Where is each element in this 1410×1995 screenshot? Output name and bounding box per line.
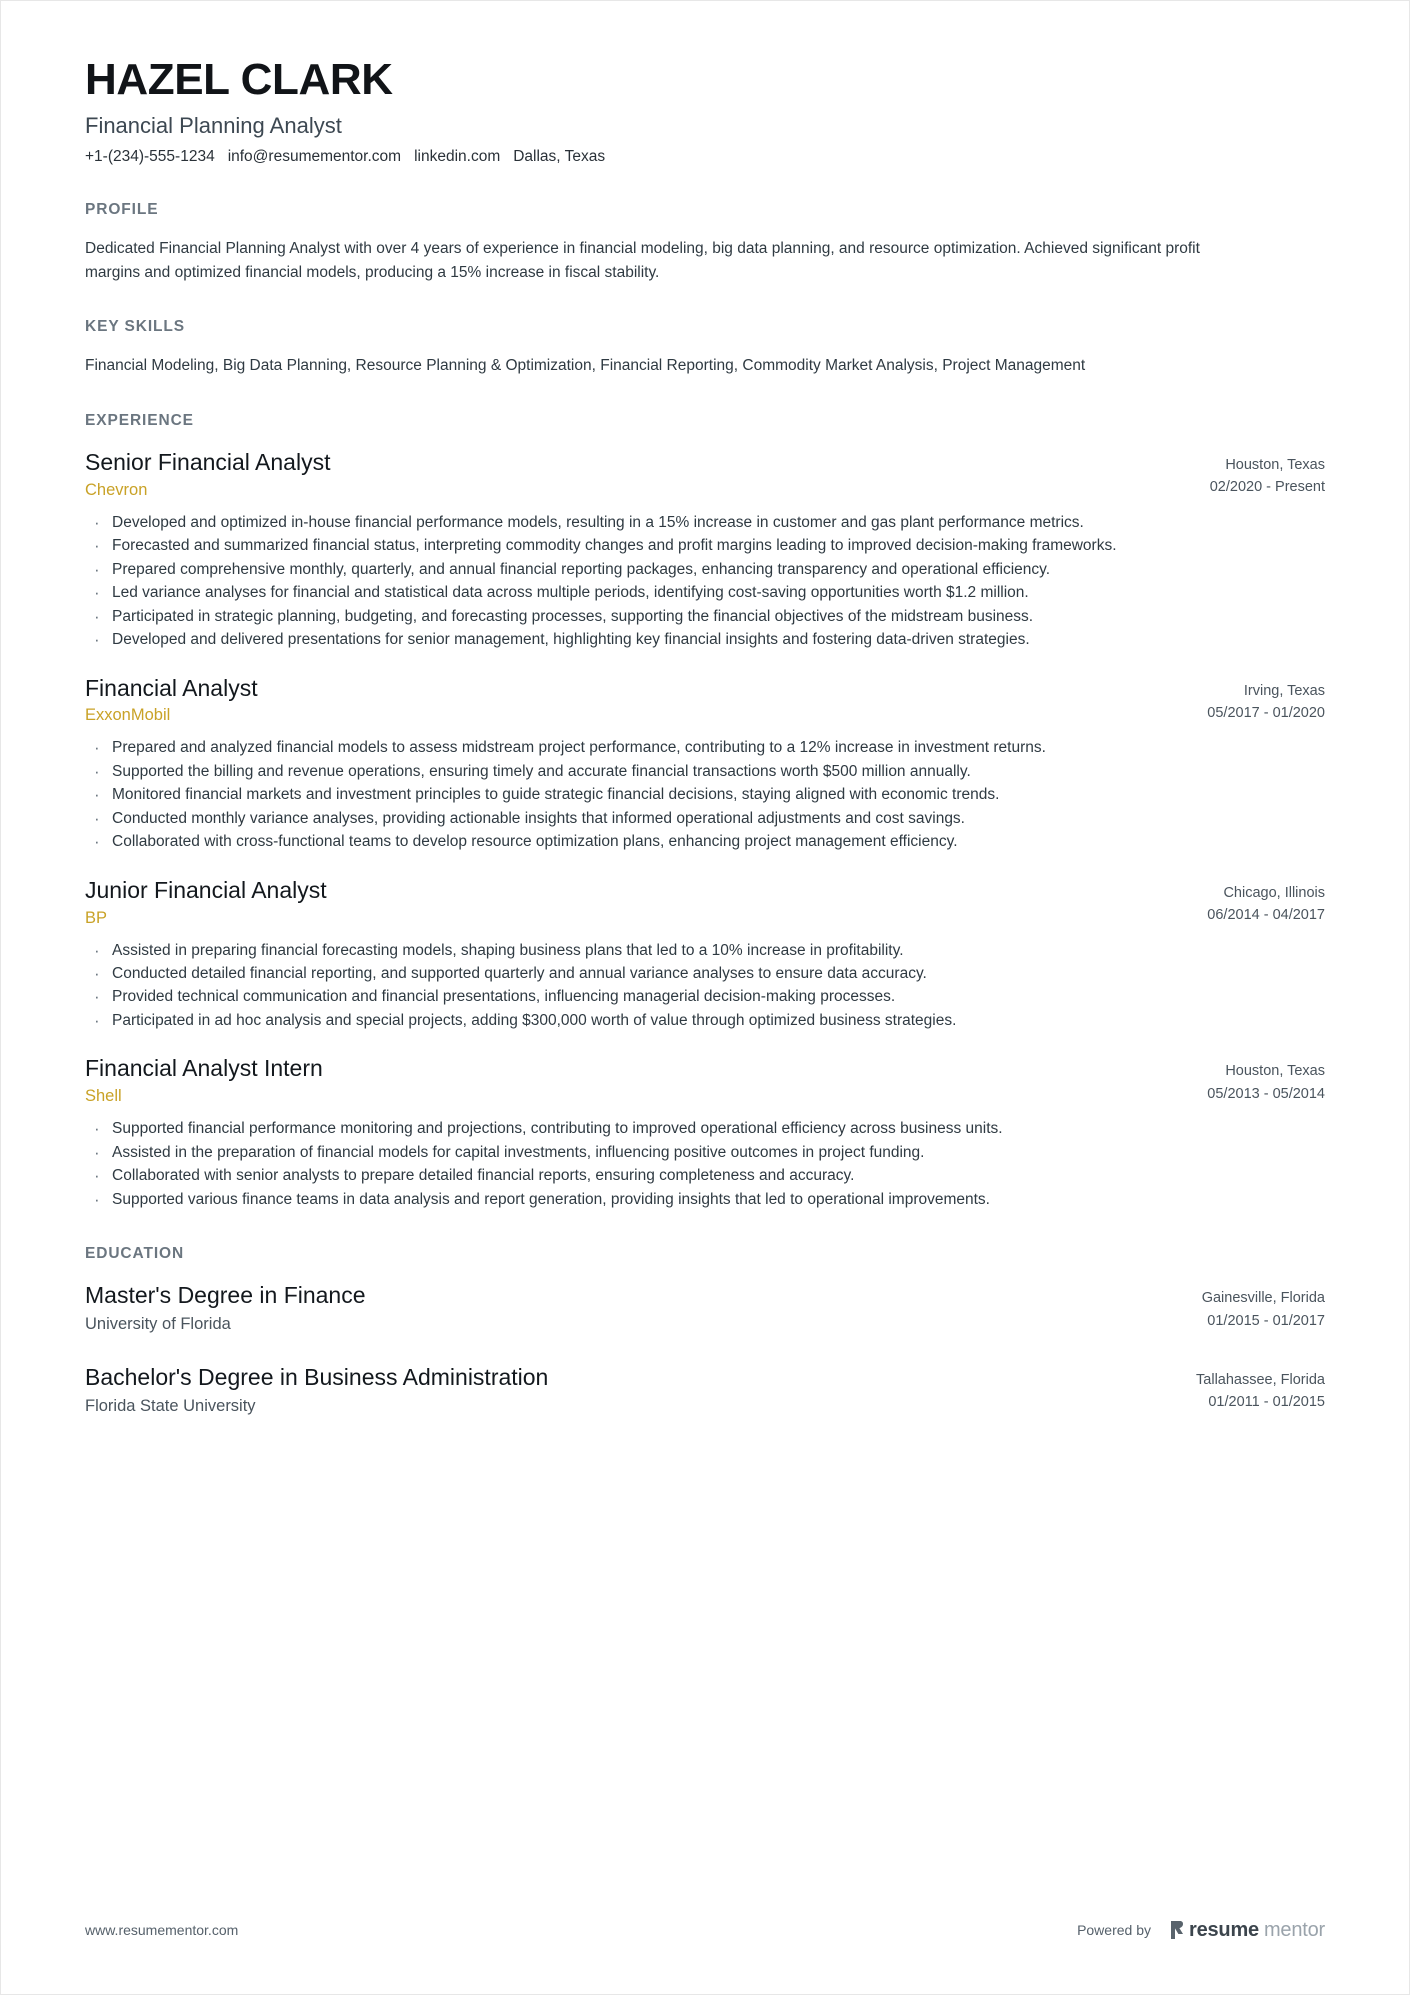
school-name: Florida State University	[85, 1396, 256, 1415]
job-location: Chicago, Illinois	[1223, 884, 1325, 901]
page-footer	[85, 1920, 1325, 1940]
job-bullet: · Developed and optimized in-house financial performance models, resulting in a 15% increase in customer and gas plant performance metrics.	[85, 512, 1315, 534]
job-bullet: · Supported the billing and revenue operations, ensuring timely and accurate financial transactions worth $500 million annually.	[85, 761, 1315, 783]
job-bullet: · Developed and delivered presentations for senior management, highlighting key financial insights and fostering data-driven strategies.	[85, 629, 1315, 651]
brand-name-bold: resume	[1189, 1919, 1259, 1941]
education-item-meta	[1178, 1281, 1325, 1332]
footer-branding	[1077, 1920, 1325, 1940]
job-bullet-list	[85, 737, 1325, 853]
key-skills-section	[85, 318, 1325, 378]
resumementor-logo	[1169, 1920, 1325, 1940]
education-dates: 01/2011 - 01/2015	[1208, 1394, 1325, 1411]
job-dates: 05/2013 - 05/2014	[1207, 1085, 1325, 1102]
education-item	[85, 1363, 1325, 1419]
experience-list	[85, 448, 1325, 1211]
education-item-header	[85, 1363, 1325, 1419]
company-name: Shell	[85, 1087, 122, 1106]
experience-item-meta	[1183, 876, 1325, 927]
experience-item-meta	[1183, 1054, 1325, 1105]
experience-item-meta	[1186, 448, 1325, 499]
experience-item-main	[85, 448, 1186, 503]
job-bullet: · Supported financial performance monitoring and projections, contributing to improved operational efficiency across business units.	[85, 1118, 1315, 1140]
key-skills-text: Financial Modeling, Big Data Planning, Resource Planning & Optimization, Financial Reporting, Commodity Market Analysis, Project Management	[85, 357, 1086, 375]
job-bullet: · Led variance analyses for financial and statistical data across multiple periods, identifying cost-saving opportunities worth $1.2 million.	[85, 582, 1315, 604]
job-title: Junior Financial Analyst	[85, 876, 327, 903]
resume-header	[85, 57, 1325, 167]
education-list	[85, 1281, 1325, 1419]
job-title: Financial Analyst	[85, 674, 258, 701]
job-bullet: · Conducted monthly variance analyses, providing actionable insights that informed operational adjustments and cost savings.	[85, 808, 1315, 830]
experience-section-title: EXPERIENCE	[85, 411, 194, 429]
education-section-title: EDUCATION	[85, 1245, 185, 1263]
experience-item-header	[85, 876, 1325, 931]
profile-section-title: PROFILE	[85, 201, 159, 219]
contact-email[interactable]: info@resumementor.com	[227, 148, 402, 166]
job-bullet-list	[85, 1118, 1325, 1211]
education-item	[85, 1281, 1325, 1337]
experience-section	[85, 412, 1325, 1211]
key-skills-section-title: KEY SKILLS	[85, 318, 186, 336]
job-title: Financial Analyst Intern	[85, 1055, 323, 1082]
job-bullet: · Prepared comprehensive monthly, quarterly, and annual financial reporting packages, enhancing transparency and operational efficiency.	[85, 559, 1315, 581]
experience-item	[85, 674, 1325, 854]
job-bullet: · Assisted in the preparation of financial models for capital investments, influencing positive outcomes in project funding.	[85, 1142, 1315, 1164]
experience-item-main	[85, 674, 1183, 729]
job-bullet: · Participated in ad hoc analysis and special projects, adding $300,000 worth of value through optimized business strategies.	[85, 1010, 1315, 1032]
job-bullet-list	[85, 940, 1325, 1033]
job-location: Houston, Texas	[1225, 1063, 1325, 1080]
job-bullet-list	[85, 512, 1325, 652]
resumementor-mark-icon	[1169, 1920, 1184, 1940]
experience-item-main	[85, 876, 1183, 931]
school-name: University of Florida	[85, 1314, 231, 1333]
experience-item-header	[85, 674, 1325, 729]
job-title: Senior Financial Analyst	[85, 448, 331, 475]
job-bullet: · Collaborated with senior analysts to prepare detailed financial reports, ensuring completeness and accuracy.	[85, 1165, 1315, 1187]
job-dates: 06/2014 - 04/2017	[1207, 907, 1325, 924]
contact-location: Dallas, Texas	[513, 148, 606, 166]
footer-website-url[interactable]: www.resumementor.com	[85, 1922, 239, 1938]
education-item-main	[85, 1281, 366, 1337]
job-bullet: · Conducted detailed financial reporting, and supported quarterly and annual variance analyses to ensure data accuracy.	[85, 963, 1315, 985]
school-location: Tallahassee, Florida	[1196, 1371, 1325, 1388]
school-location: Gainesville, Florida	[1201, 1290, 1325, 1307]
job-bullet: · Provided technical communication and financial presentations, influencing managerial decision-making processes.	[85, 986, 1315, 1008]
job-bullet: · Collaborated with cross-functional teams to develop resource optimization plans, enhancing project management efficiency.	[85, 831, 1315, 853]
job-bullet: · Prepared and analyzed financial models to assess midstream project performance, contributing to a 12% increase in investment returns.	[85, 737, 1315, 759]
company-name: ExxonMobil	[85, 706, 171, 725]
experience-item	[85, 448, 1325, 652]
education-item-meta	[1172, 1363, 1325, 1414]
degree-title: Master's Degree in Finance	[85, 1282, 366, 1309]
company-name: Chevron	[85, 480, 148, 499]
job-bullet: · Assisted in preparing financial forecasting models, shaping business plans that led to a 10% increase in profitability.	[85, 940, 1315, 962]
job-dates: 05/2017 - 01/2020	[1207, 705, 1325, 721]
education-dates: 01/2015 - 01/2017	[1207, 1312, 1325, 1329]
job-location: Houston, Texas	[1225, 456, 1325, 473]
job-bullet: · Monitored financial markets and investment principles to guide strategic financial decisions, staying aligned with economic trends.	[85, 784, 1315, 806]
experience-item-meta	[1183, 674, 1325, 725]
powered-by-label: Powered by	[1077, 1922, 1151, 1938]
company-name: BP	[85, 908, 108, 927]
education-item-header	[85, 1281, 1325, 1337]
candidate-name: HAZEL CLARK	[85, 55, 393, 104]
degree-title: Bachelor's Degree in Business Administration	[85, 1363, 549, 1390]
brand-name-light: mentor	[1263, 1919, 1325, 1941]
experience-item	[85, 876, 1325, 1033]
job-bullet: · Supported various finance teams in data analysis and report generation, providing insights that led to operational improvements.	[85, 1189, 1315, 1211]
experience-item	[85, 1054, 1325, 1211]
education-item-main	[85, 1363, 548, 1419]
candidate-headline: Financial Planning Analyst	[85, 112, 342, 138]
experience-item-header	[85, 1054, 1325, 1109]
education-section	[85, 1245, 1325, 1419]
contact-line	[85, 147, 1325, 167]
experience-item-main	[85, 1054, 1183, 1109]
contact-linkedin[interactable]: linkedin.com	[414, 148, 501, 166]
job-bullet: · Participated in strategic planning, budgeting, and forecasting processes, supporting the financial objectives of the midstream business.	[85, 606, 1315, 628]
job-location: Irving, Texas	[1243, 682, 1325, 699]
job-dates: 02/2020 - Present	[1209, 479, 1325, 496]
job-bullet: · Forecasted and summarized financial status, interpreting commodity changes and profit margins leading to improved decision-making frameworks.	[85, 535, 1315, 557]
profile-text: Dedicated Financial Planning Analyst with over 4 years of experience in financial modeling, big data planning, and resource optimization. Achieved significant profit margins and optimized financial models, producing a 15% increase in fiscal stability.	[85, 240, 1200, 281]
experience-item-header	[85, 448, 1325, 503]
profile-section	[85, 201, 1325, 284]
contact-phone: +1-(234)-555-1234	[85, 148, 215, 166]
